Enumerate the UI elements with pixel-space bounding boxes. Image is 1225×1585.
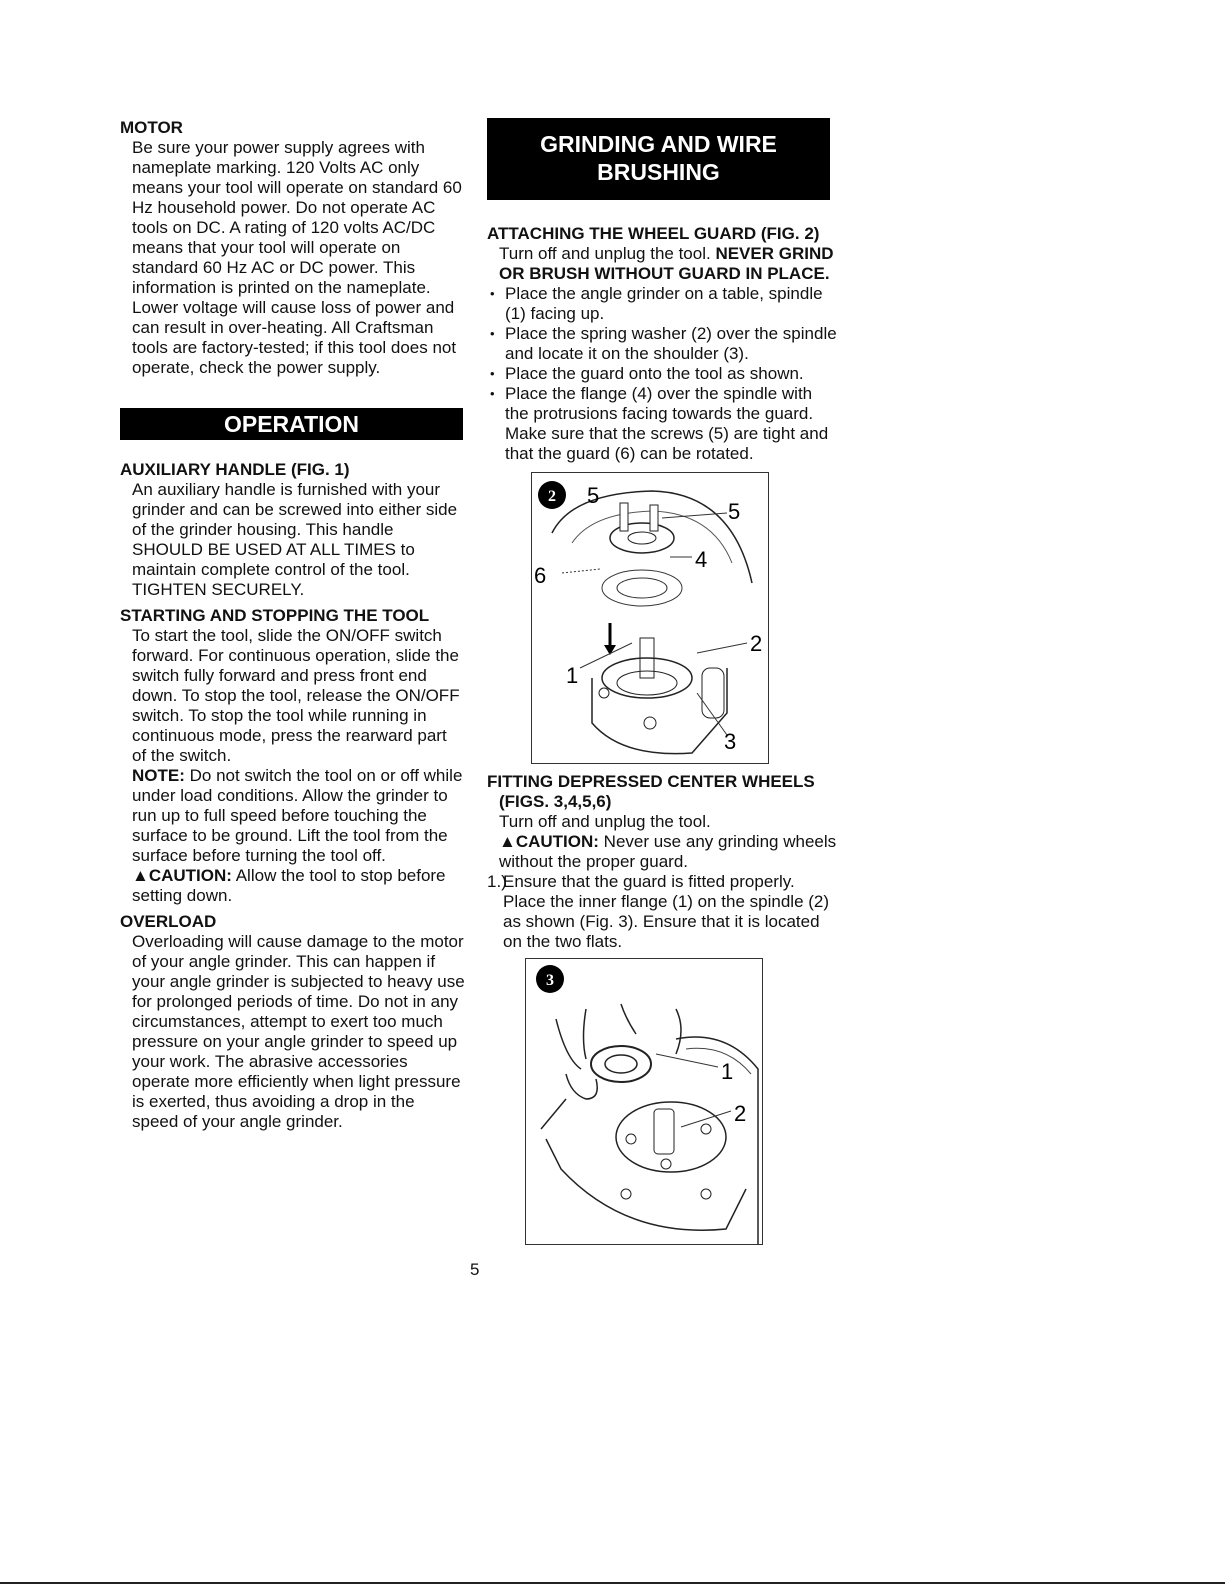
guard-steps-list (487, 284, 837, 464)
svg-text:5: 5 (728, 499, 741, 524)
start-stop-heading: STARTING AND STOPPING THE TOOL (120, 606, 430, 625)
list-item: • Place the spring washer (2) over the spindle and locate it on the shoulder (3). (487, 324, 837, 364)
svg-text:6: 6 (534, 563, 547, 588)
caution-icon: ▲ (132, 866, 149, 885)
right-column (487, 118, 837, 1245)
bottom-divider (0, 1582, 1225, 1584)
svg-text:5: 5 (587, 483, 600, 508)
operation-banner: OPERATION (120, 408, 463, 440)
grinding-banner-line1: GRINDING AND WIRE (540, 131, 777, 157)
motor-heading: MOTOR (120, 118, 183, 137)
caution-label: CAUTION: (515, 832, 599, 851)
start-stop-text: To start the tool, slide the ON/OFF switch forward. For continuous operation, slide the switch fully forward and press front end down. To stop the tool, release the ON/OFF switch. To stop the tool while running in continuous mode, press the rearward part of the switch. NOTE: Do not switch the tool on or off while under load conditions. Allow the grinder to run up to full speed before touching the surface to be ground. Lift the tool from the surface before turning the tool off. ▲CAUTION: Allow the tool to stop before setting down. (132, 626, 463, 905)
caution-icon: ▲ (499, 832, 516, 851)
step-1-text: Ensure that the guard is fitted properly. Place the inner flange (1) on the spindle (2) as shown (Fig. 3). Ensure that it is located on the two flats. (503, 872, 830, 951)
svg-text:4: 4 (695, 547, 708, 572)
grinding-banner-line2: BRUSHING (597, 159, 720, 185)
caution-text: Allow the tool to stop before setting down. (132, 866, 446, 905)
fitting-heading: FITTING DEPRESSED CENTER WHEELS (FIGS. 3,4,5,6) (487, 772, 815, 811)
svg-text:2: 2 (734, 1101, 747, 1126)
overload-heading: OVERLOAD (120, 912, 217, 931)
step-1-number: 1.) (487, 872, 507, 891)
fitting-caution (487, 832, 837, 872)
svg-text:3: 3 (724, 729, 737, 754)
list-item: • Place the flange (4) over the spindle with the protrusions facing towards the guard. Make sure that the screws (5) are tight and that the guard (6) can be rotated. (487, 384, 837, 464)
svg-text:2: 2 (750, 631, 763, 656)
fitting-intro: Turn off and unplug the tool. (499, 812, 711, 831)
figure-2-drawing (532, 473, 768, 763)
svg-text:3: 3 (546, 972, 554, 989)
figure-3-drawing (526, 959, 762, 1244)
list-item: • Place the guard onto the tool as shown. (487, 364, 837, 384)
note-text: Do not switch the tool on or off while under load conditions. Allow the grinder to run up to full speed before touching the surface to be ground. Lift the tool from the surface before turning the tool off. (132, 766, 463, 865)
list-item: • Place the angle grinder on a table, spindle (1) facing up. (487, 284, 837, 324)
svg-text:2: 2 (548, 488, 556, 505)
figure-2 (531, 472, 769, 764)
figure-3 (525, 958, 763, 1245)
svg-text:1: 1 (721, 1059, 734, 1084)
caution-text: Never use any grinding wheels without the proper guard. (499, 832, 837, 871)
aux-handle-text: An auxiliary handle is furnished with your grinder and can be screwed into either side of the grinder housing. This handle SHOULD BE USED AT ALL TIMES to maintain complete control of the tool. TIGHTEN SECURELY. (132, 480, 458, 599)
svg-text:1: 1 (566, 663, 579, 688)
page-number: 5 (470, 1260, 480, 1279)
step-1 (487, 872, 837, 952)
grinding-banner (487, 118, 830, 200)
motor-text: Be sure your power supply agrees with nameplate marking. 120 Volts AC only means your tool will operate on standard 60 Hz household power. Do not operate AC tools on DC. A rating of 120 volts AC/DC means that your tool will operate on standard 60 Hz AC or DC power. This information is printed on the nameplate. Lower voltage will cause loss of power and can result in over-heating. All Craftsman tools are factory-tested; if this tool does not operate, check the power supply. (132, 138, 462, 377)
aux-handle-heading: AUXILIARY HANDLE (FIG. 1) (120, 460, 350, 479)
wheel-guard-heading: ATTACHING THE WHEEL GUARD (FIG. 2) (487, 224, 820, 243)
overload-text: Overloading will cause damage to the motor of your angle grinder. This can happen if your angle grinder is subjected to heavy use for prolonged periods of time. Do not in any circumstances, attempt to exert too much pressure on your angle grinder to speed up your work. The abrasive accessories operate more efficiently when light pressure is exerted, thus avoiding a drop in the speed of your angle grinder. (132, 932, 465, 1131)
caution-label: CAUTION: (148, 866, 232, 885)
wheel-guard-intro: Turn off and unplug the tool. NEVER GRIND OR BRUSH WITHOUT GUARD IN PLACE. (499, 244, 834, 283)
left-column (120, 118, 465, 1132)
note-label: NOTE: (132, 766, 185, 785)
guard-warning: NEVER GRIND OR BRUSH WITHOUT GUARD IN PLACE. (499, 244, 834, 283)
